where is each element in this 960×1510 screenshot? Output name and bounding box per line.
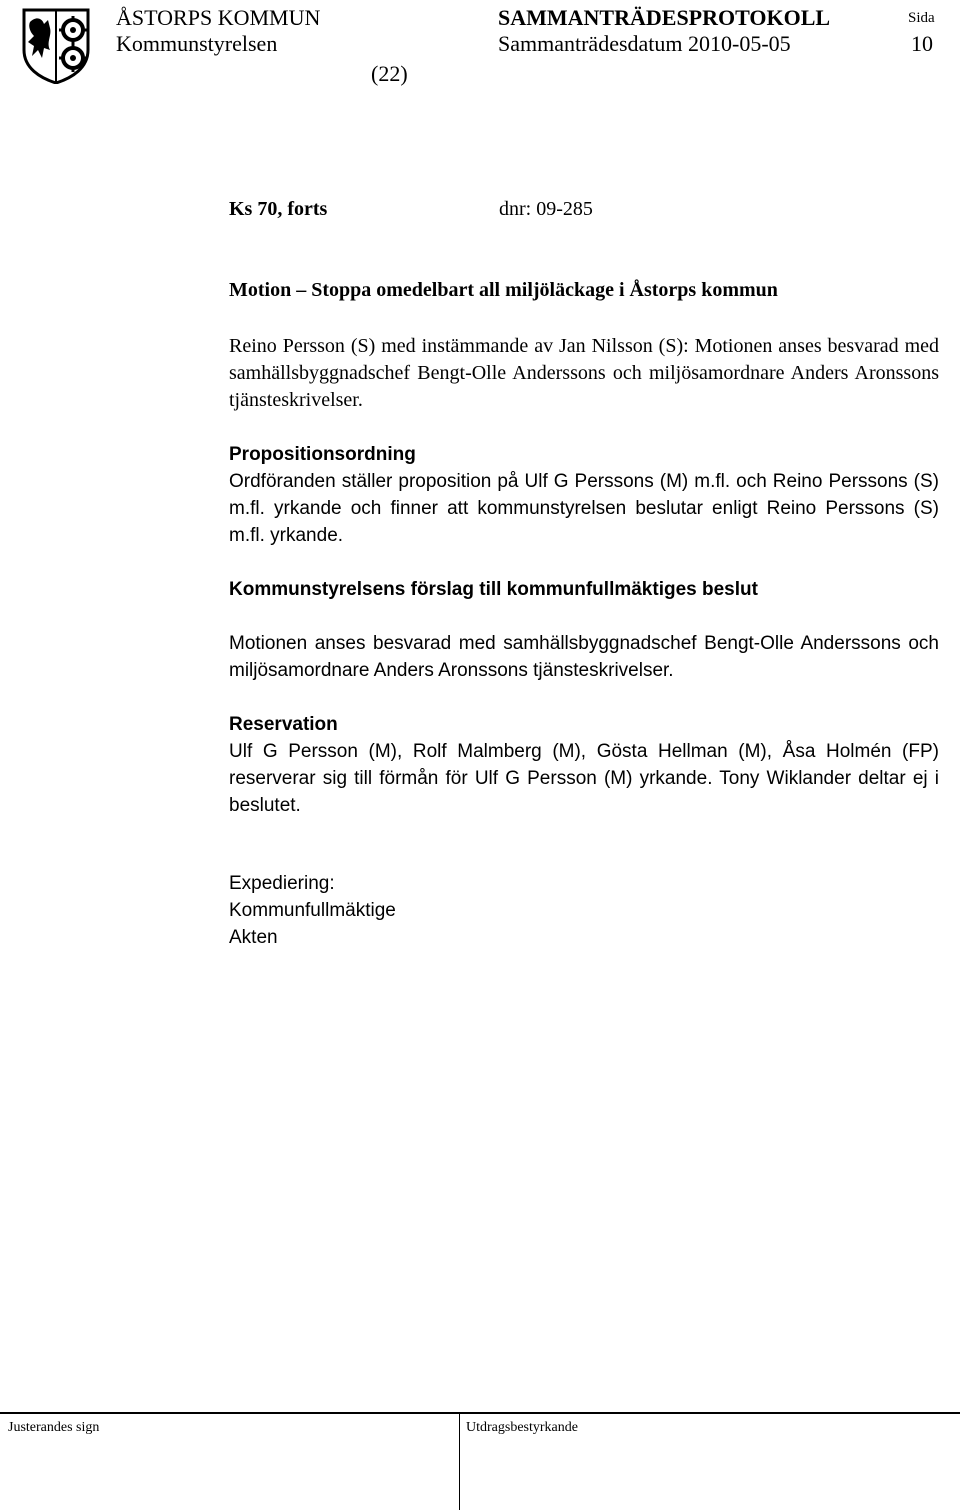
proposition-heading: Propositionsordning <box>229 444 416 465</box>
intro-paragraph <box>229 333 939 414</box>
proposition-paragraph <box>229 468 939 549</box>
footer-extract-label: Utdragsbestyrkande <box>466 1420 578 1435</box>
page-side-label: Sida <box>908 10 935 26</box>
reservation-text: Ulf G Persson (M), Rolf Malmberg (M), Gösta Hellman (M), Åsa Holmén (FP) reserverar sig till förmån för Ulf G Persson (M) yrkande. Tony Wiklander deltar ej i beslutet. <box>229 741 939 816</box>
proposal-text: Motionen anses besvarad med samhällsbyggnadschef Bengt-Olle Anderssons och miljösamordnare Anders Aronssons tjänsteskrivelser. <box>229 633 939 681</box>
footer-divider <box>0 1412 960 1414</box>
distribution-label: Expediering: <box>229 873 335 894</box>
page-number: 10 <box>911 31 933 56</box>
board-name: Kommunstyrelsen <box>116 31 278 56</box>
proposition-text: Ordföranden ställer proposition på Ulf G Perssons (M) m.fl. och Reino Perssons (S) m.fl. yrkande och finner att kommunstyrelsen beslutar enligt Reino Perssons (S) m.fl. yrkande. <box>229 471 939 546</box>
municipality-name: ÅSTORPS KOMMUN <box>116 5 321 30</box>
footer-column-divider <box>459 1412 460 1510</box>
coat-of-arms-logo <box>20 6 92 84</box>
distribution-recipient: Kommunfullmäktige <box>229 900 396 921</box>
protocol-title: SAMMANTRÄDESPROTOKOLL <box>498 5 831 30</box>
case-dnr: dnr: 09-285 <box>499 198 593 220</box>
page-number-paren: (22) <box>371 61 408 86</box>
proposal-paragraph <box>229 630 939 684</box>
motion-title: Motion – Stoppa omedelbart all miljöläckage i Åstorps kommun <box>229 279 778 301</box>
intro-text: Reino Persson (S) med instämmande av Jan Nilsson (S): Motionen anses besvarad med samhällsbyggnadschef Bengt-Olle Anderssons och miljösamordnare Anders Aronssons tjänsteskrivelser. <box>229 335 939 411</box>
footer-sign-label: Justerandes sign <box>8 1420 100 1435</box>
case-id: Ks 70, forts <box>229 198 328 220</box>
reservation-paragraph <box>229 738 939 819</box>
distribution-recipient: Akten <box>229 927 278 948</box>
reservation-heading: Reservation <box>229 714 338 735</box>
proposal-heading: Kommunstyrelsens förslag till kommunfullmäktiges beslut <box>229 579 758 600</box>
meeting-date: Sammanträdesdatum 2010-05-05 <box>498 31 791 56</box>
